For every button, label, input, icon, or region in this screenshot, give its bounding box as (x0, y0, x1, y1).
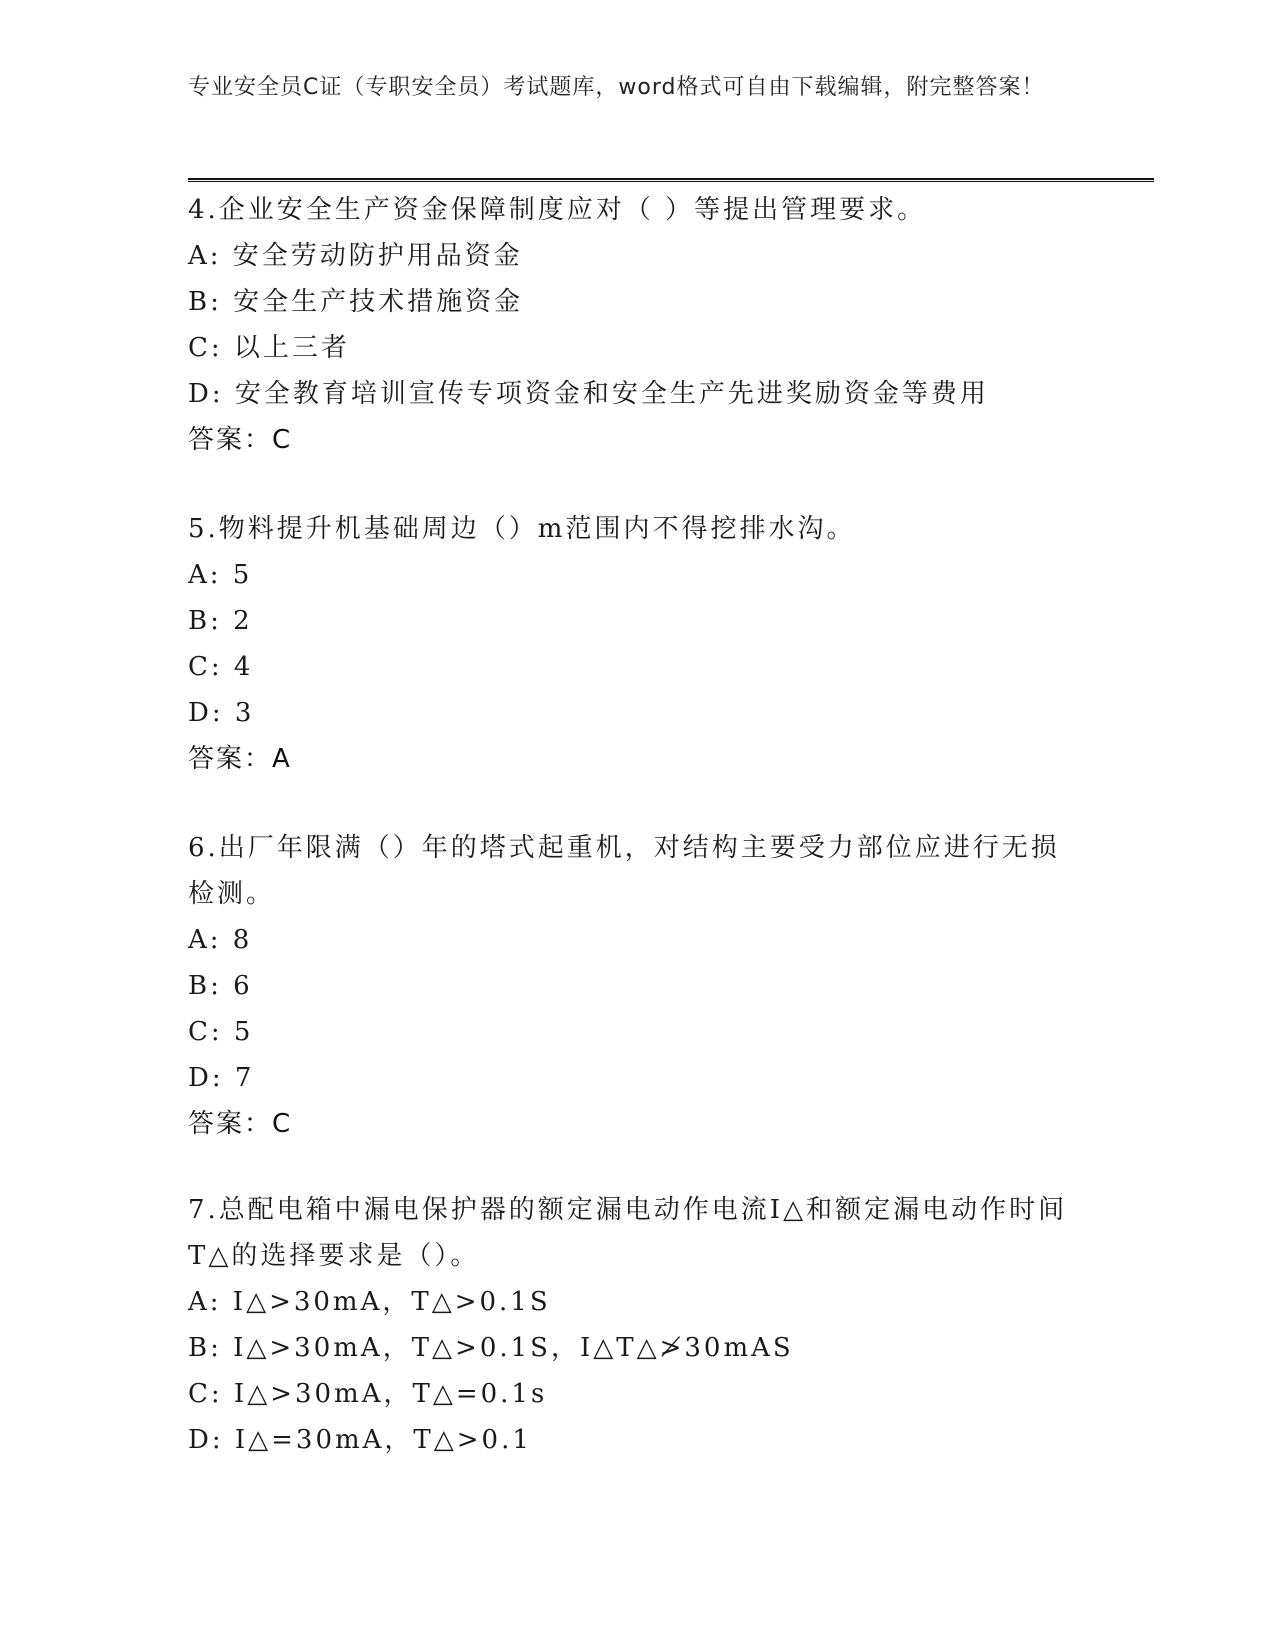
question-block (188, 187, 1088, 463)
option-c: C: 以上三者 (188, 333, 350, 363)
option-d: D: 7 (188, 1063, 255, 1093)
option-b: B: 安全生产技术措施资金 (188, 287, 524, 317)
question-stem-line-2: T△的选择要求是（）。 (188, 1241, 480, 1271)
question-stem-line-2: 检测。 (188, 879, 276, 909)
document-header: 专业安全员C证（专职安全员）考试题库，word格式可自由下载编辑，附完整答案！ (188, 75, 1045, 100)
option-b: B: I△>30mA，T△>0.1S，I△T△≯30mAS (188, 1333, 794, 1363)
option-c: C: I△>30mA，T△=0.1s (188, 1379, 548, 1409)
question-block (188, 825, 1088, 1147)
option-a: A: 5 (188, 560, 253, 590)
option-d: D: 3 (188, 698, 255, 728)
question-stem: 4.企业安全生产资金保障制度应对（ ）等提出管理要求。 (188, 195, 927, 225)
answer-label: 答案：A (188, 744, 292, 774)
option-d: D: 安全教育培训宣传专项资金和安全生产先进奖励资金等费用 (188, 379, 989, 409)
option-a: A: I△>30mA，T△>0.1S (188, 1287, 551, 1317)
question-stem: 5.物料提升机基础周边（）m范围内不得挖排水沟。 (188, 514, 856, 544)
answer-label: 答案：C (188, 425, 293, 455)
header-divider (188, 178, 1154, 182)
option-d: D: I△=30mA，T△>0.1 (188, 1425, 532, 1455)
question-block (188, 506, 1088, 782)
question-block (188, 1187, 1088, 1463)
option-b: B: 2 (188, 606, 253, 636)
option-b: B: 6 (188, 971, 253, 1001)
question-stem-line-1: 7.总配电箱中漏电保护器的额定漏电动作电流I△和额定漏电动作时间 (188, 1195, 1068, 1225)
option-c: C: 5 (188, 1017, 254, 1047)
option-a: A: 安全劳动防护用品资金 (188, 241, 523, 271)
option-a: A: 8 (188, 925, 253, 955)
answer-label: 答案：C (188, 1109, 293, 1139)
question-stem-line-1: 6.出厂年限满（）年的塔式起重机，对结构主要受力部位应进行无损 (188, 833, 1060, 863)
option-c: C: 4 (188, 652, 254, 682)
